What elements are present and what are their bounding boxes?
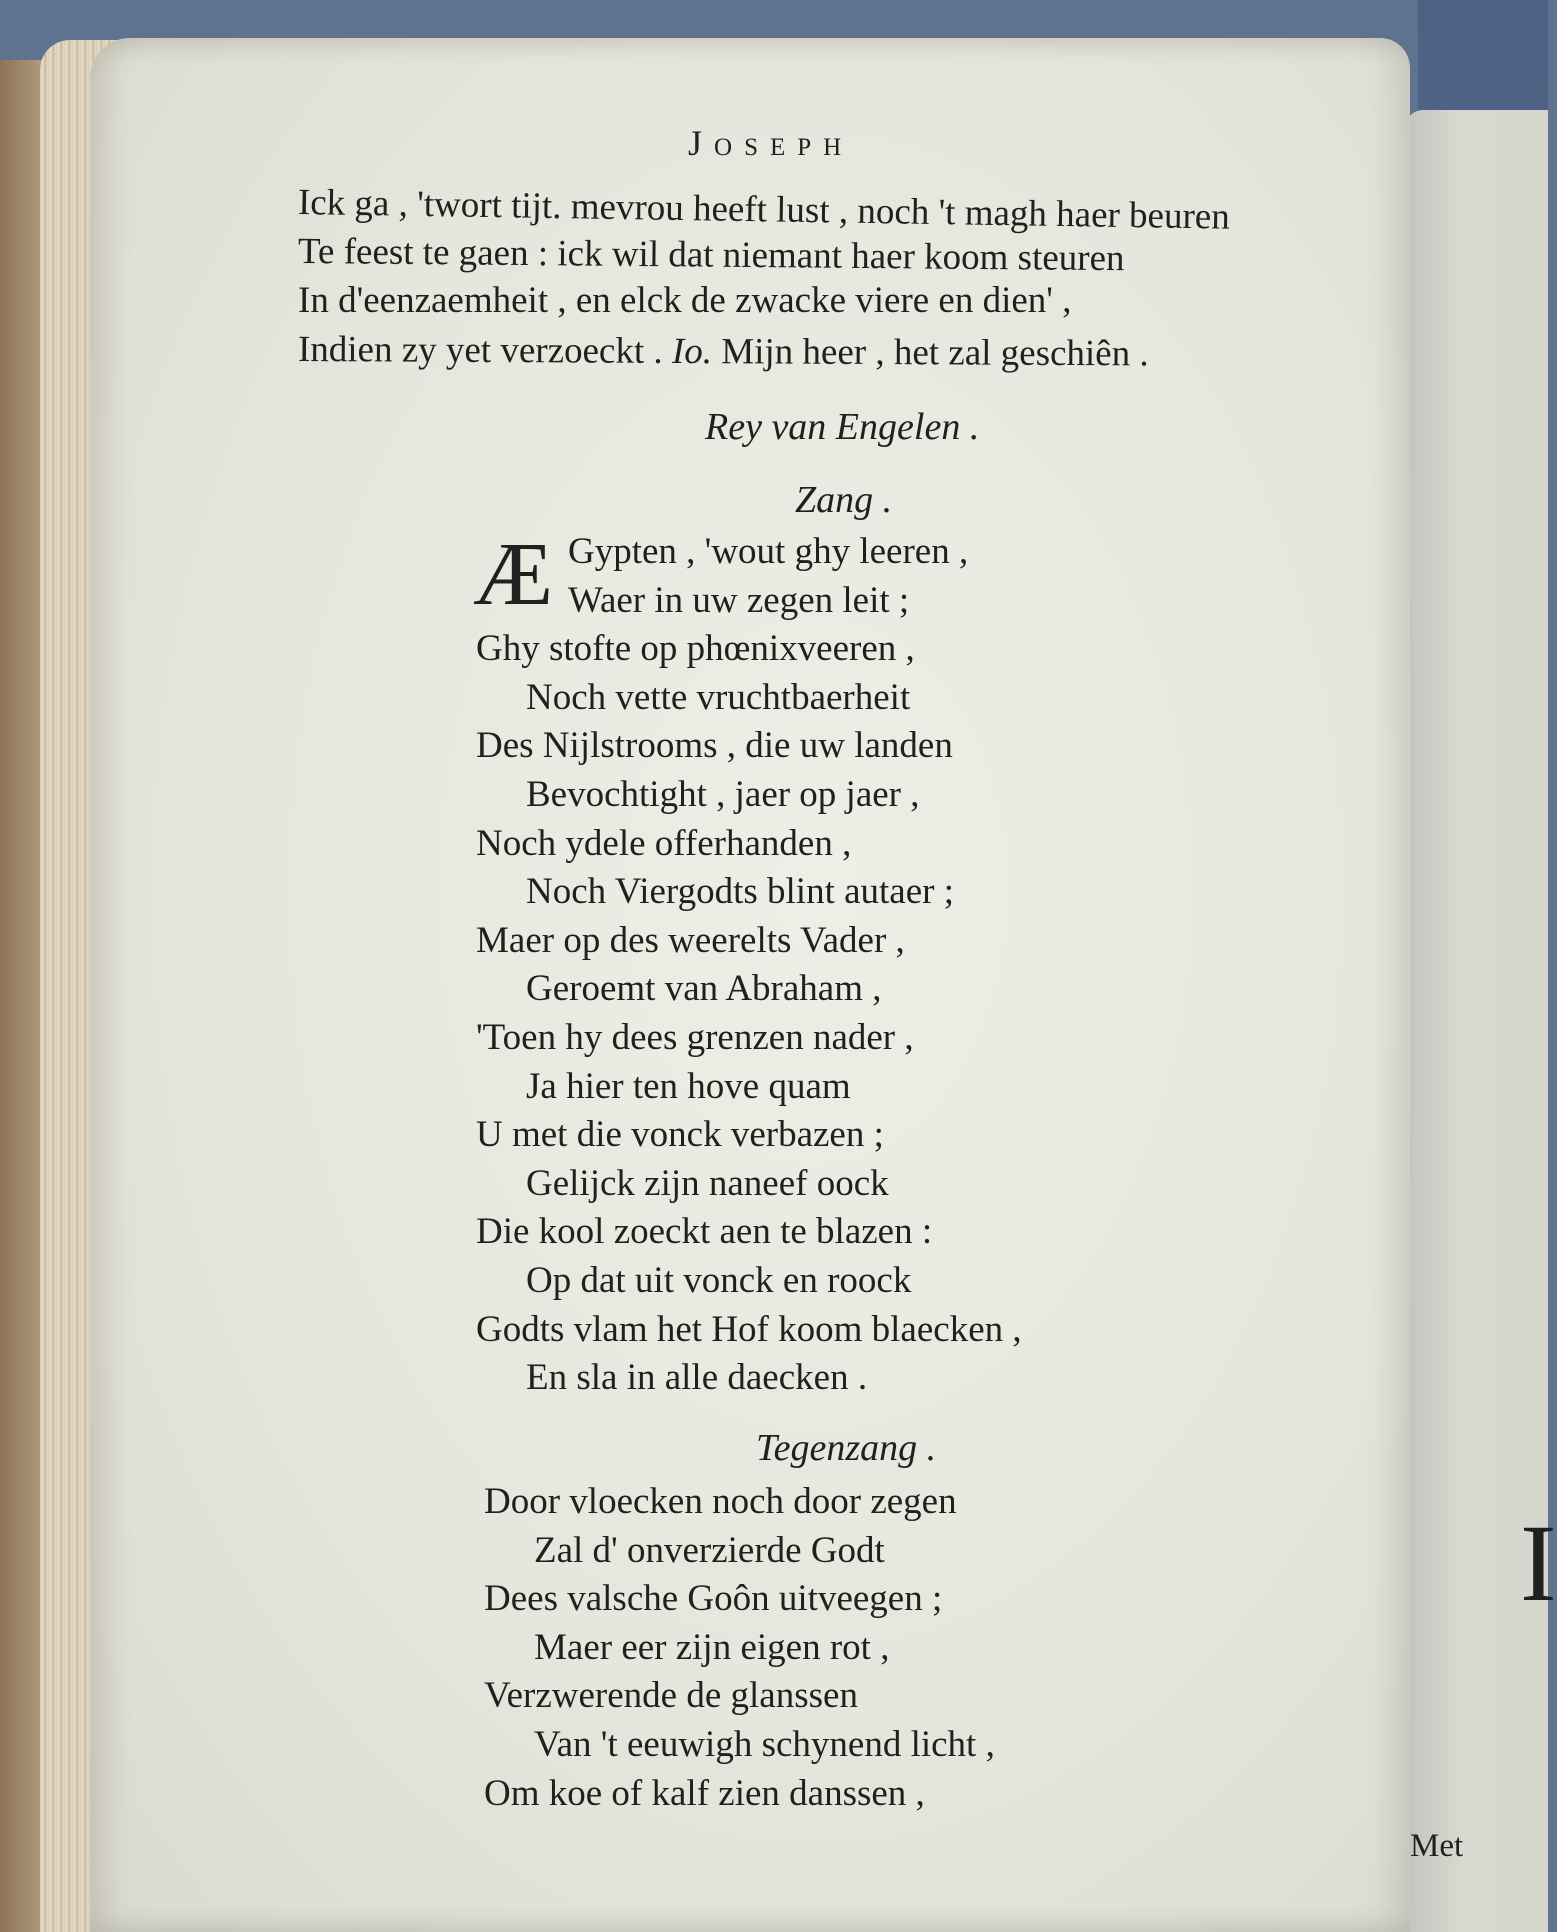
speech-line-last: [298, 325, 1230, 379]
speech-line: Ick ga , 'twort tijt. mevrou heeft lust , noch 't magh haer beuren: [297, 182, 1231, 238]
verse-line: Gelijck zijn naneef oock: [526, 1162, 889, 1204]
speaker-abbrev: Io.: [671, 330, 713, 373]
tegenzang-heading: Tegenzang .: [756, 1427, 937, 1469]
verse-line: Die kool zoeckt aen te blazen :: [476, 1211, 933, 1253]
verse-line: U met die vonck verbazen ;: [476, 1114, 884, 1156]
catchword: Met: [1410, 1828, 1464, 1864]
facing-page-letter: I: [1520, 1502, 1557, 1624]
verse-line: Geroemt van Abraham ,: [526, 968, 882, 1010]
running-header: Joseph: [688, 123, 854, 163]
speech-text: Mijn heer , het zal geschiên .: [721, 331, 1149, 375]
verse-line: Zal d' onverzierde Godt: [534, 1529, 885, 1571]
verse-line: 'Toen hy dees grenzen nader ,: [476, 1016, 914, 1058]
speech-text: Indien zy yet verzoeckt .: [297, 329, 663, 372]
verse-line: Van 't eeuwigh schynend licht ,: [534, 1723, 995, 1765]
verse-line: Des Nijlstrooms , die uw landen: [476, 725, 953, 767]
verse-line: Ja hier ten hove quam: [526, 1065, 851, 1107]
zang-stanza: [476, 528, 1022, 1403]
verse-line: Door vloecken noch door zegen: [484, 1481, 957, 1522]
verse-line: En sla in alle daecken .: [526, 1357, 868, 1399]
verse-line: Verzwerende de glanssen: [484, 1675, 858, 1717]
verse-line: Gypten , 'wout ghy leeren ,: [568, 531, 969, 572]
speech-line: In d'eenzaemheit , en elck de zwacke viere en dien' ,: [298, 280, 1072, 321]
verse-line: Maer op des weerelts Vader ,: [476, 919, 905, 961]
verse-line: Bevochtight , jaer op jaer ,: [526, 773, 920, 815]
tegenzang-stanza: [484, 1478, 995, 1818]
chorus-heading: Rey van Engelen .: [705, 406, 980, 448]
facing-page: [1405, 110, 1548, 1932]
speech-block: [298, 178, 1230, 374]
verse-line: Godts vlam het Hof koom blaecken ,: [476, 1308, 1022, 1350]
verse-line: Noch vette vruchtbaerheit: [526, 676, 911, 718]
drop-cap: Æ: [473, 525, 554, 624]
verse-line: Noch Viergodts blint autaer ;: [526, 871, 954, 913]
verse-line: Op dat uit vonck en roock: [526, 1259, 912, 1301]
verse-line: Maer eer zijn eigen rot ,: [534, 1626, 890, 1668]
verse-line: Noch ydele offerhanden ,: [476, 822, 852, 864]
verse-line: Ghy stofte op phœnixveeren ,: [476, 628, 915, 670]
zang-heading: Zang .: [795, 479, 893, 521]
verse-line: Waer in uw zegen leit ;: [568, 579, 910, 621]
verse-line: Dees valsche Goôn uitveegen ;: [484, 1578, 943, 1620]
speech-line: Te feest te gaen : ick wil dat niemant haer koom steuren: [297, 231, 1125, 280]
verse-line: Om koe of kalf zien danssen ,: [484, 1772, 925, 1814]
